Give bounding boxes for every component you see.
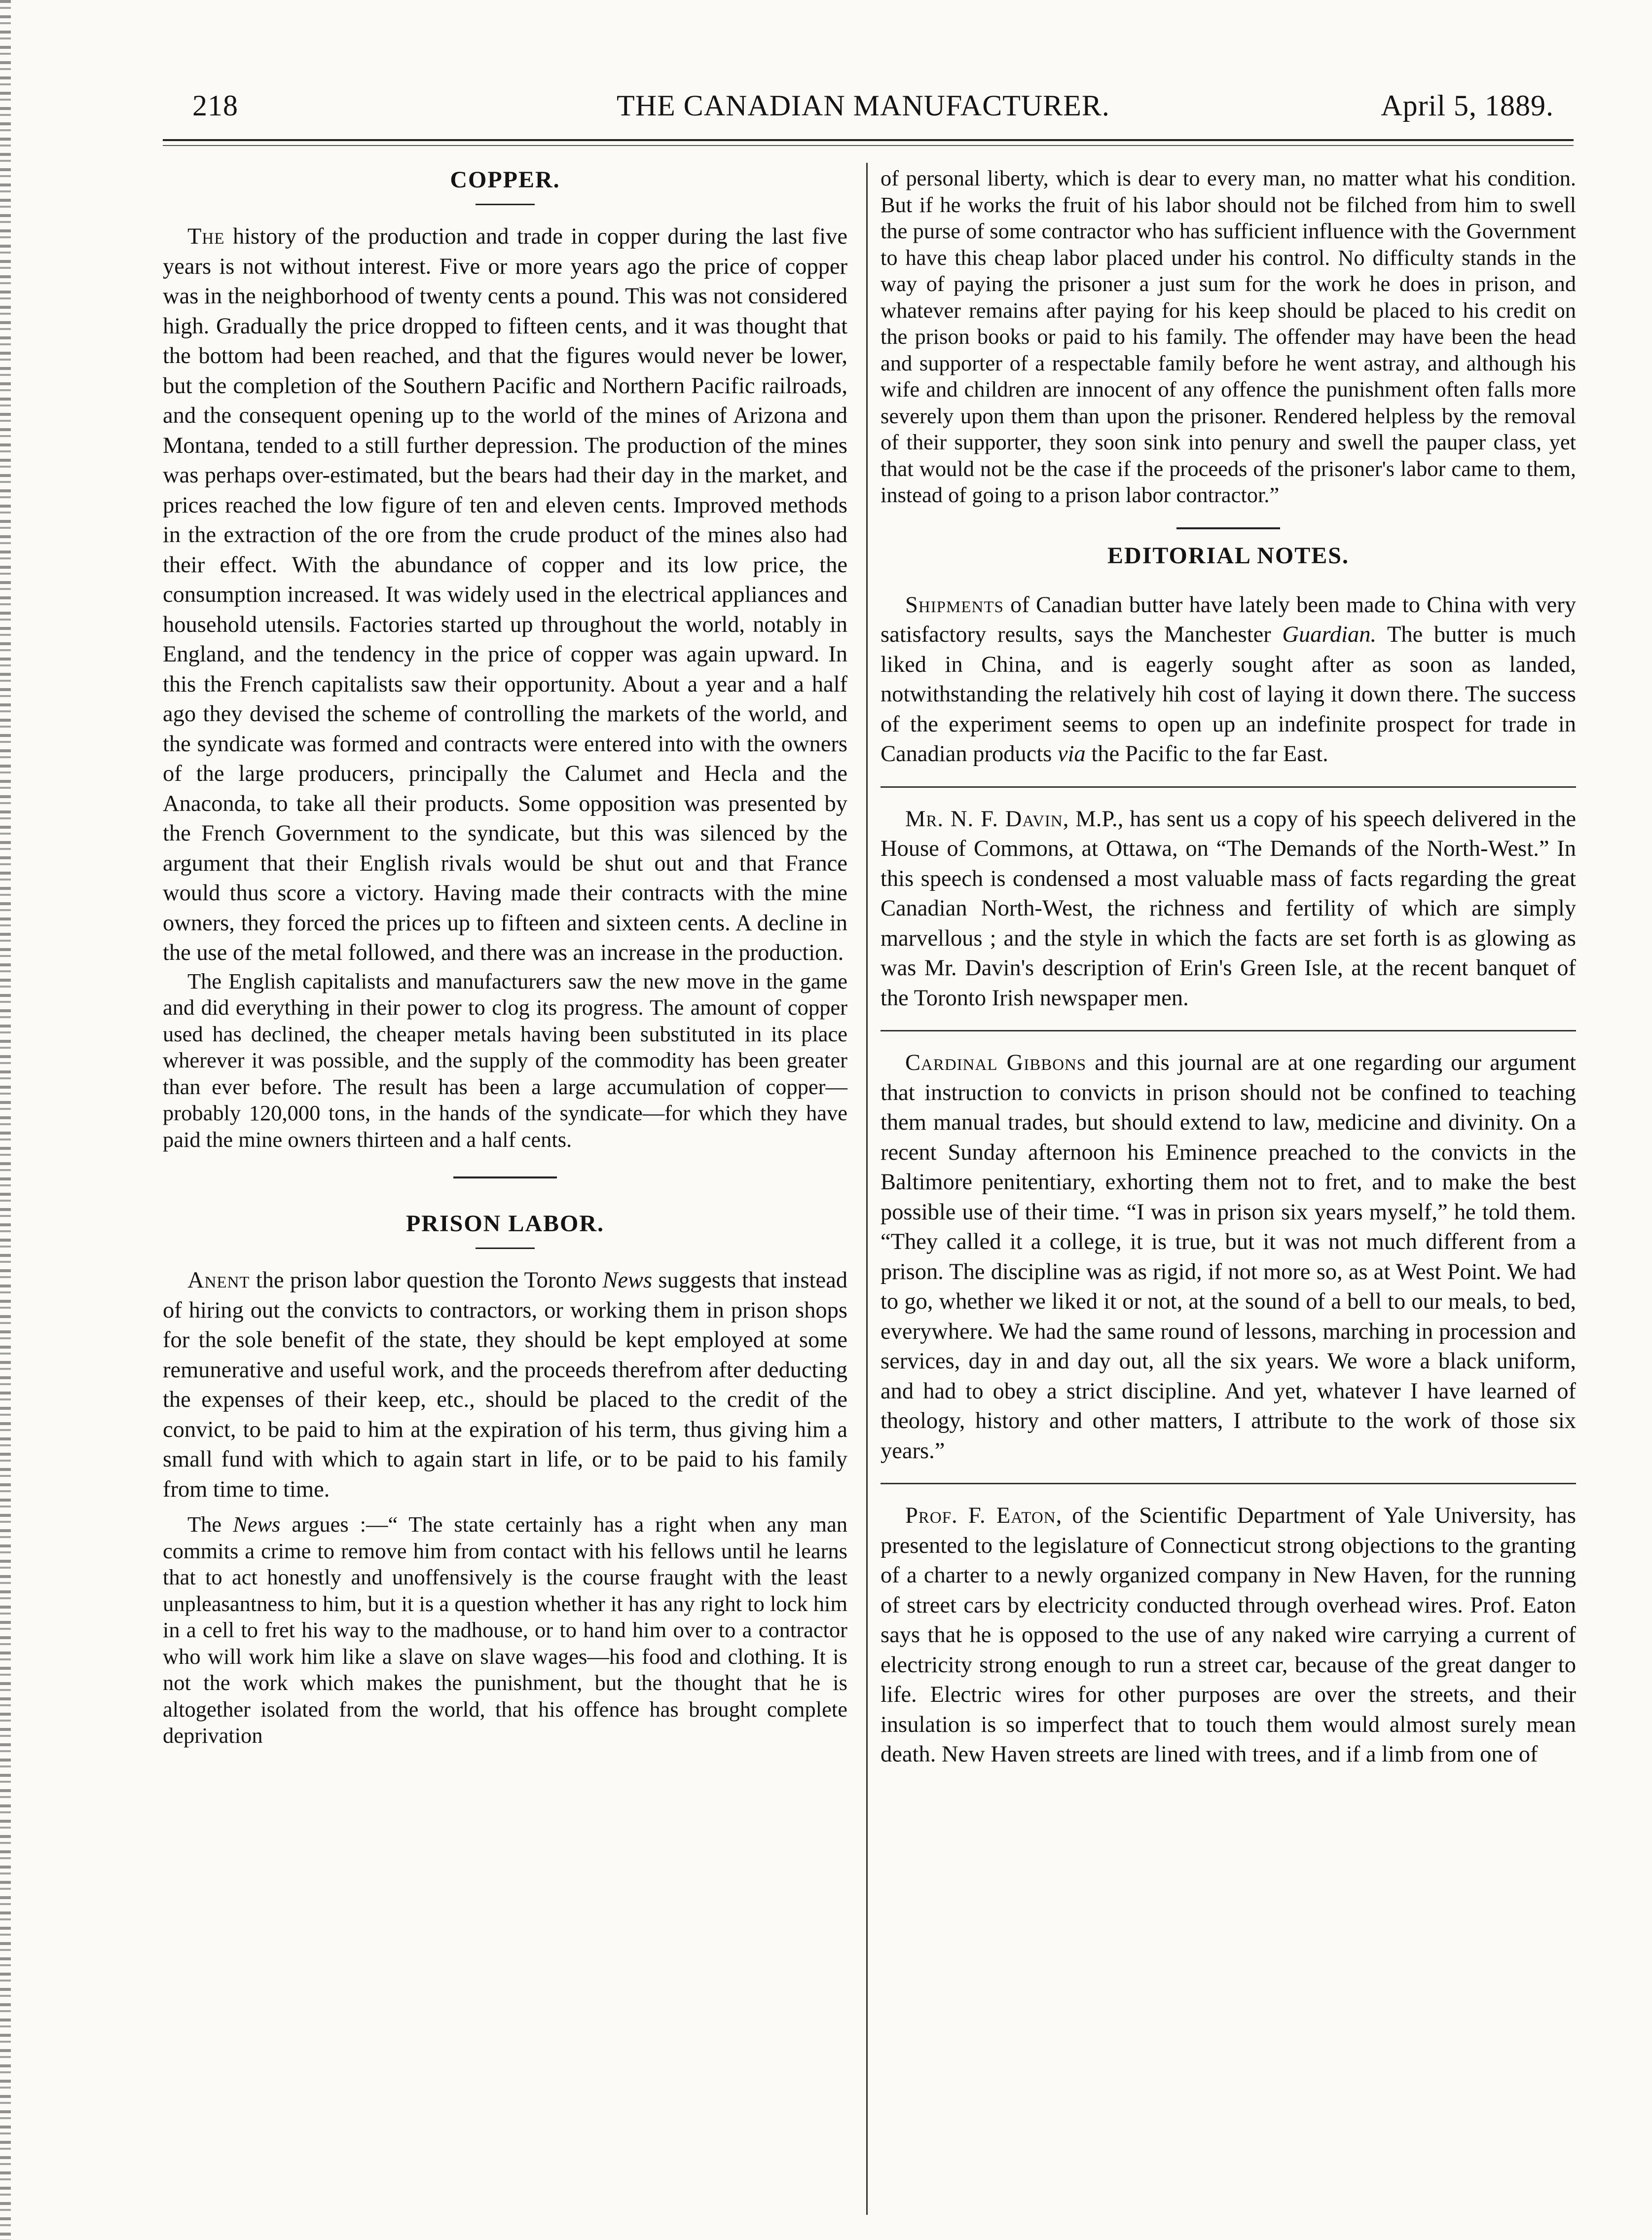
- note-separator: [881, 786, 1576, 788]
- editorial-note-butter: [881, 590, 1576, 770]
- news-title: News: [233, 1512, 281, 1537]
- page-binding-edge: [0, 0, 11, 2240]
- copper-paragraph-2: The English capitalists and manufacturers saw the new move in the game and did everything in their power to clog its progress. The amount of copper used has declined, the cheaper metals having been substituted in its place wherever it was possible, and the supply of the commodity has been greater than ever before. The result has been a large accumulation of copper—probably 120,000 tons, in the hands of the syndicate—for which they have paid the mine owners thirteen and a half cents.: [163, 968, 847, 1152]
- copper-paragraph: [163, 222, 847, 968]
- note-text: of the Scientific Department of Yale University, has presented to the legislature of Connecticut strong objections to the granting of a charter to a newly organized company in New Haven, for the running of street cars by electricity conducted through overhead wires. Prof. Eaton says that he is opposed to the use of any naked wire carrying a current of electricity strong enough to run a street car, because of the great danger to life. Electric wires for other purposes are over the streets, and their insulation is so imperfect that to touch them would almost surely mean death. New Haven streets are lined with trees, and if a limb from one of: [881, 1503, 1576, 1767]
- editorial-note-gibbons: [881, 1048, 1576, 1466]
- prison-labor-heading: PRISON LABOR.: [405, 1211, 605, 1237]
- editorial-note-davin: [881, 805, 1576, 1014]
- note-text: of Canadian butter have lately been made to China with very satisfactory results, says the Manchester: [881, 592, 1576, 647]
- column-divider: [866, 163, 868, 2215]
- prison-lead-word: Anent: [187, 1268, 250, 1293]
- issue-date: April 5, 1889.: [1381, 89, 1554, 122]
- note-text: M.P., has sent us a copy of his speech delivered in the House of Commons, at Ottawa, on “The Demands of the North-West.” In this speech is condensed a most valuable mass of facts regarding the great Canadian North-West, the richness and fertility of which are simply marvellous ; and the style in which the facts are set forth is as glowing as was Mr. Davin's description of Erin's Green Isle, at the recent banquet of the Toronto Irish newspaper men.: [881, 806, 1576, 1011]
- copper-text: history of the production and trade in copper during the last five years is not without interest. Five or more years ago the price of copper was in the neighborhood of twenty cents a pound. This was not considered high. Gradually the price dropped to fifteen cents, and it was thought that the bottom had been reached, and that the figures would never be lower, but the completion of the Southern Pacific and Northern Pacific railroads, and the consequent opening up to the world of the mines of Arizona and Montana, tended to a still further depression. The production of the mines was perhaps over-estimated, but the bears had their day in the market, and prices reached the low figure of ten and eleven cents. Improved methods in the extraction of the ore from the crude product of the mines also had their effect. With the abundance of copper and its low price, the consumption increased. It was widely used in the electrical appliances and household utensils. Factories started up throughout the world, notably in England, and the tendency in the price of copper was again upward. In this the French capitalists saw their opportunity. About a year and a half ago they devised the scheme of controlling the markets of the world, and the syndicate was formed and contracts were entered into with the owners of the large producers, principally the Calumet and Hecla and the Anaconda, to take all their products. Some opposition was presented by the French Government to the syndicate, but this was silenced by the argument that their English rivals would be shut out and that France would thus score a victory. Having made their contracts with the mine owners, they forced the prices up to fifteen and sixteen cents. A decline in the use of the metal followed, and there was an increase in the production.: [163, 224, 847, 965]
- copper-lead-word: The: [187, 224, 225, 249]
- note-text: and this journal are at one regarding our argument that instruction to convicts in prison should not be confined to teaching them manual trades, but should extend to law, medicine and divinity. On a recent Sunday afternoon his Eminence preached to the convicts in the Baltimore penitentiary, exhorting them not to fret, and to make the best possible use of their time. “I was in prison six years myself,” he told them. “They called it a college, it is true, but it was not much different from a prison. The discipline was as rigid, if not more so, as at West Point. We had to go, whether we liked it or not, at the sound of a bell to our meals, to bed, everywhere. We had the same round of lessons, marching in procession and services, day in and day out, all the six years. We wore a black uniform, and had to obey a strict discipline. And yet, whatever I have learned of theology, history and other matters, I attribute to the work of those six years.”: [881, 1050, 1576, 1464]
- news-title: News: [602, 1268, 653, 1293]
- page-number: 218: [192, 89, 238, 122]
- editorial-note-eaton: [881, 1501, 1576, 1770]
- prison-labor-quote-continued: of personal liberty, which is dear to every man, no matter what his condition. But if he works the fruit of his labor should not be filched from him to swell the purse of some contractor who has sufficient influence with the Government to have this cheap labor placed under his control. No difficulty stands in the way of paying the prisoner a just sum for the work he does in prison, and whatever remains after paying for his keep should be placed to his credit on the prison books or paid to his family. The offender may have been the head and supporter of a respectable family before he went astray, and although his wife and children are innocent of any offence the punishment often falls more severely upon them than upon the prisoner. Rendered helpless by the removal of their supporter, they soon sink into penury and swell the pauper class, yet that would not be the case if the proceeds of the prisoner's labor came to them, instead of going to a prison labor contractor.”: [881, 166, 1576, 507]
- left-column: [163, 165, 847, 1749]
- note-lead: Cardinal Gibbons: [905, 1050, 1087, 1075]
- note-separator: [881, 1483, 1576, 1484]
- section-rule: [1176, 527, 1280, 529]
- header-rule: [163, 139, 1574, 141]
- prison-text: suggests that instead of hiring out the convicts to contractors, or working them in prison shops for the sole benefit of the state, they should be kept employed at some remunerative and useful work, and the proceeds therefrom after deducting the expenses of their keep, etc., should be placed to the credit of the convict, to be paid to him at the expiration of his term, thus giving him a small fund with which to again start in life, or to be paid to his family from time to time.: [163, 1268, 847, 1502]
- prison-text: argues :—“ The state certainly has a right when any man commits a crime to remove him from contact with his fellows until he learns that to act honestly and unoffensively is the course fraught with the least unpleasantness to him, but it is a question whether it has any right to lock him in a cell to fret his way to the madhouse, or to hand him over to a contractor who will work him like a slave on slave wages—his food and clothing. It is not the work which makes the punishment, but the thought that he is altogether isolated from the world, that his offence has brought complete deprivation: [163, 1512, 847, 1748]
- prison-labor-quote: [163, 1511, 847, 1749]
- guardian-title: Guardian.: [1282, 622, 1377, 647]
- note-text: the Pacific to the far East.: [1085, 741, 1328, 767]
- prison-text: the prison labor question the Toronto: [250, 1268, 603, 1293]
- section-rule: [453, 1176, 557, 1178]
- heading-rule: [476, 1248, 535, 1249]
- note-text: The butter is much liked in China, and is eagerly sought after as soon as landed, notwithstanding the relatively hih cost of laying it down there. The success of the experiment seems to open up an indefinite prospect for trade in Canadian products: [881, 622, 1576, 767]
- note-lead: Shipments: [905, 592, 1004, 618]
- prison-text: The: [187, 1512, 233, 1537]
- heading-rule: [476, 204, 535, 205]
- publication-title: THE CANADIAN MANUFACTURER.: [617, 89, 1110, 122]
- prison-labor-paragraph: [163, 1266, 847, 1505]
- note-lead: Mr. N. F. Davin,: [905, 806, 1069, 832]
- copper-heading: COPPER.: [450, 167, 560, 193]
- header-rule-thin: [163, 145, 1574, 146]
- page-header: [163, 89, 1564, 133]
- note-separator: [881, 1030, 1576, 1031]
- via-word: via: [1058, 741, 1086, 767]
- right-column: [881, 165, 1576, 1770]
- note-lead: Prof. F. Eaton,: [905, 1503, 1063, 1528]
- editorial-notes-heading: EDITORIAL NOTES.: [1107, 542, 1349, 569]
